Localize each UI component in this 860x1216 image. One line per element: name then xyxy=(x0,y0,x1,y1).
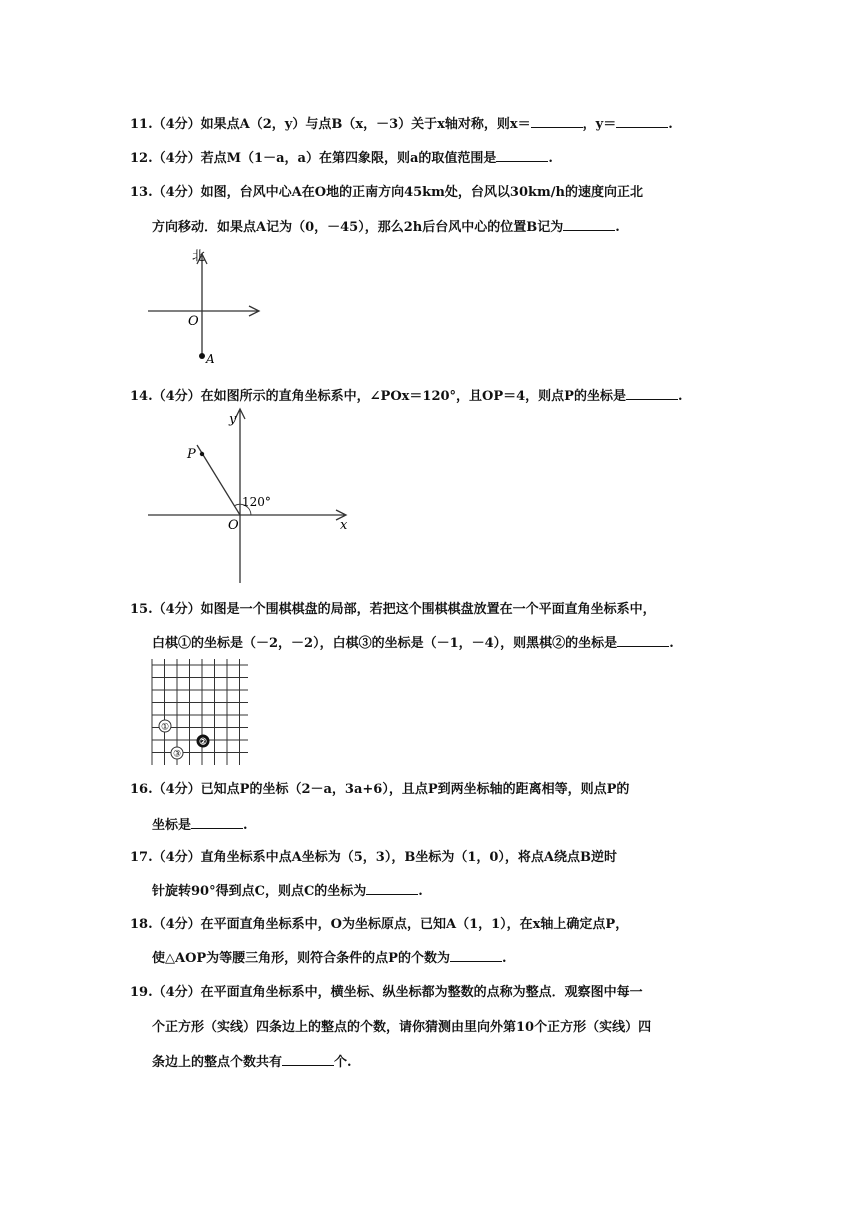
question-17-line-2 xyxy=(152,880,423,899)
question-14 xyxy=(130,385,683,404)
figure-14-axes xyxy=(140,405,360,585)
question-text: 17.（4分）直角坐标系中点A坐标为（5，3），B坐标为（1，0），将点A绕点B逆时 xyxy=(130,850,617,865)
white-stone-1-label: ① xyxy=(160,722,170,733)
question-19-line-2 xyxy=(152,1016,651,1035)
point-p-label: P xyxy=(187,447,196,462)
question-text: 使△AOP为等腰三角形，则符合条件的点P的个数为 xyxy=(152,951,450,966)
answer-blank xyxy=(616,115,668,128)
answer-blank xyxy=(626,387,678,400)
question-text: 19.（4分）在平面直角坐标系中，横坐标、纵坐标都为整数的点称为整点．观察图中每一 xyxy=(130,985,643,1000)
question-18 xyxy=(130,913,628,932)
answer-blank xyxy=(191,816,243,829)
point-a-dot xyxy=(199,353,205,359)
question-text: 16.（4分）已知点P的坐标（2－a，3a+6），且点P到两坐标轴的距离相等，则点P的 xyxy=(130,782,630,797)
question-text: 11.（4分）如果点A（2，y）与点B（x，－3）关于x轴对称，则x＝ xyxy=(130,117,531,132)
question-text: 18.（4分）在平面直角坐标系中，O为坐标原点，已知A（1，1），在x轴上确定点P， xyxy=(130,917,629,932)
answer-blank xyxy=(563,218,615,231)
question-text: 15.（4分）如图是一个围棋棋盘的局部，若把这个围棋棋盘放置在一个平面直角坐标系中， xyxy=(130,602,656,617)
question-text: 12.（4分）若点M（1－a，a）在第四象限，则a的取值范围是 xyxy=(130,151,497,166)
question-text: . xyxy=(677,389,683,404)
x-axis-label: x xyxy=(340,518,348,533)
question-13-line-2 xyxy=(152,216,620,235)
origin-label: O xyxy=(228,518,239,533)
answer-blank xyxy=(366,882,418,895)
point-a-label: A xyxy=(206,352,215,366)
north-label: 北 xyxy=(192,249,206,264)
question-text: . xyxy=(418,884,423,899)
question-19-line-3 xyxy=(152,1051,352,1070)
question-text: . xyxy=(501,951,507,966)
white-stone-3-label: ③ xyxy=(172,749,182,760)
angle-label: 120° xyxy=(242,495,271,509)
question-15-line-2 xyxy=(152,632,674,651)
answer-blank xyxy=(450,949,502,962)
question-15 xyxy=(130,598,656,617)
question-text: 个. xyxy=(334,1055,352,1070)
question-text: 方向移动．如果点A记为（0，－45），那么2h后台风中心的位置B记为 xyxy=(152,220,564,235)
question-text: 坐标是 xyxy=(152,818,192,833)
figure-13-axes xyxy=(140,245,270,370)
question-text: . xyxy=(548,151,553,166)
answer-blank xyxy=(496,149,548,162)
question-18-line-2 xyxy=(152,947,507,966)
question-13 xyxy=(130,181,643,200)
question-text: . xyxy=(668,117,673,132)
question-text: 条边上的整点个数共有 xyxy=(152,1055,283,1070)
question-17 xyxy=(130,846,617,865)
question-text: 针旋转90°得到点C，则点C的坐标为 xyxy=(152,884,367,899)
question-11 xyxy=(130,113,673,132)
question-text: ，y＝ xyxy=(582,117,617,132)
question-text: . xyxy=(669,636,674,651)
point-p-dot xyxy=(200,452,204,456)
question-16 xyxy=(130,778,629,797)
question-12 xyxy=(130,147,553,166)
question-16-line-2 xyxy=(152,814,248,833)
question-text: 个正方形（实线）四条边上的整点的个数，请你猜测由里向外第10个正方形（实线）四 xyxy=(152,1020,652,1035)
question-text: . xyxy=(243,818,248,833)
answer-blank xyxy=(617,634,669,647)
question-text: . xyxy=(615,220,620,235)
y-axis-label: y xyxy=(229,412,237,427)
black-stone-2-label: ② xyxy=(198,737,208,748)
answer-blank xyxy=(531,115,583,128)
question-text: 13.（4分）如图，台风中心A在O地的正南方向45km处，台风以30km/h的速度向正北 xyxy=(130,185,643,200)
question-text: 14.（4分）在如图所示的直角坐标系中，∠POx＝120°，且OP＝4，则点P的坐标是 xyxy=(130,389,626,404)
question-text: 白棋①的坐标是（－2，－2），白棋③的坐标是（－1，－4），则黑棋②的坐标是 xyxy=(152,636,618,651)
answer-blank xyxy=(282,1053,334,1066)
origin-label: O xyxy=(188,314,199,329)
question-19 xyxy=(130,981,643,1000)
figure-15-go-board xyxy=(148,657,252,769)
